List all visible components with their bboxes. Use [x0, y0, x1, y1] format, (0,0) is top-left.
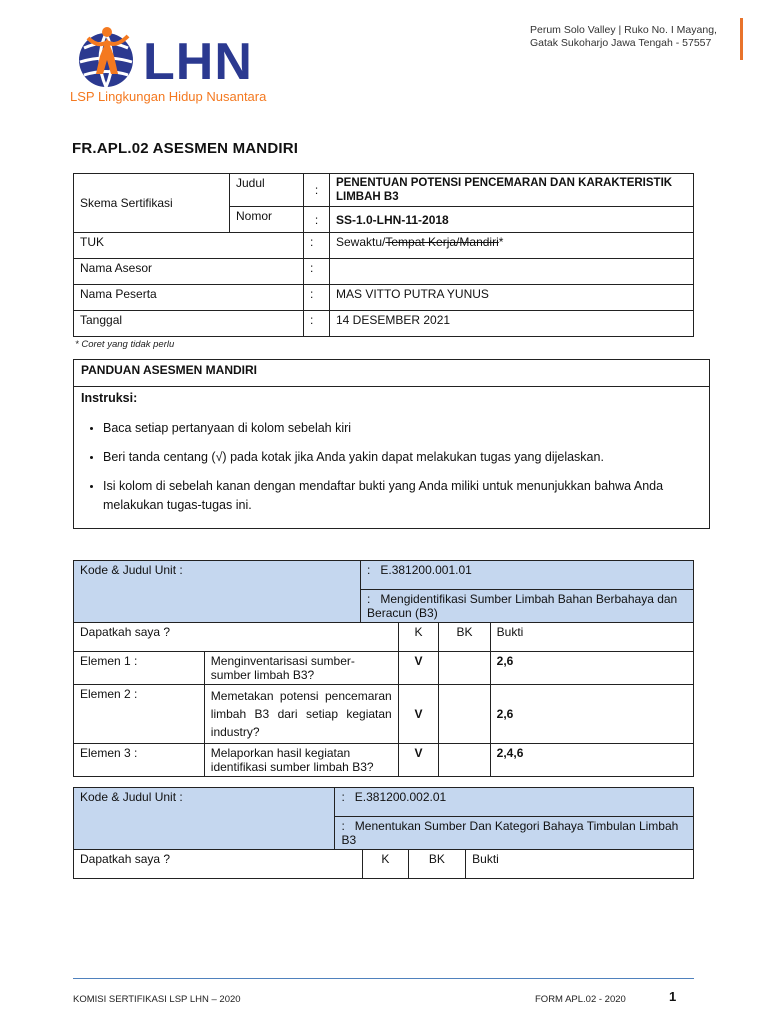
footer-left-text: KOMISI SERTIFIKASI LSP LHN – 2020	[73, 994, 241, 1005]
element-text: Memetakan potensi pencemaran limbah B3 dari setiap kegiatan industry?	[204, 685, 398, 744]
tanggal-value: 14 DESEMBER 2021	[330, 311, 694, 337]
tanggal-label: Tanggal	[74, 311, 304, 337]
colon: :	[304, 311, 330, 337]
tuk-row	[74, 233, 694, 259]
tuk-label: TUK	[74, 233, 304, 259]
bukti-value: 2,4,6	[490, 744, 693, 777]
col-k: K	[363, 850, 409, 879]
unit-title	[335, 817, 694, 850]
document-title: FR.APL.02 ASESMEN MANDIRI	[72, 140, 299, 157]
col-bukti: Bukti	[490, 623, 693, 652]
asesor-label: Nama Asesor	[74, 259, 304, 285]
address-line-2: Gatak Sukoharjo Jawa Tengah - 57557	[530, 37, 712, 49]
unit-title-value: Mengidentifikasi Sumber Limbah Bahan Berbahaya dan Beracun (B3)	[367, 592, 678, 620]
unit-title	[361, 590, 694, 623]
question-header: Dapatkah saya ?	[74, 850, 363, 879]
guide-title: PANDUAN ASESMEN MANDIRI	[74, 360, 709, 387]
col-k: K	[398, 623, 439, 652]
element-label: Elemen 3 :	[74, 744, 205, 777]
unit-code-label: Kode & Judul Unit :	[74, 561, 361, 623]
strike-note: * Coret yang tidak perlu	[75, 339, 175, 350]
bk-check[interactable]	[439, 744, 490, 777]
footer-divider	[73, 978, 694, 979]
org-logo	[70, 26, 285, 108]
element-row	[74, 685, 694, 744]
question-header: Dapatkah saya ?	[74, 623, 399, 652]
question-header-row	[74, 850, 694, 879]
tuk-value-struck: Tempat Kerja/Mandiri	[385, 235, 499, 249]
unit-title-value: Menentukan Sumber Dan Kategori Bahaya Timbulan Limbah B3	[341, 819, 679, 847]
unit-code-row	[74, 788, 694, 817]
nomor-value: SS-1.0-LHN-11-2018	[330, 207, 694, 233]
unit-code-row	[74, 561, 694, 590]
org-address	[530, 24, 740, 50]
element-label: Elemen 2 :	[74, 685, 205, 744]
unit-code-label: Kode & Judul Unit :	[74, 788, 335, 850]
unit-table-2	[73, 787, 694, 879]
unit-code-value: E.381200.002.01	[354, 790, 447, 804]
unit-code	[335, 788, 694, 817]
unit-table-1	[73, 560, 694, 777]
instruction-item: • Isi kolom di sebelah kanan dengan mendaftar bukti yang Anda miliki untuk menunjukkan bahwa Anda melakukan tugas-tugas ini.	[103, 477, 709, 515]
col-bukti: Bukti	[466, 850, 694, 879]
unit-code	[361, 561, 694, 590]
colon: :	[304, 207, 330, 233]
address-line-1: Perum Solo Valley | Ruko No. I Mayang,	[530, 24, 717, 36]
instruction-item: • Baca setiap pertanyaan di kolom sebelah kiri	[103, 419, 709, 438]
k-check[interactable]: V	[398, 744, 439, 777]
instructions-list	[74, 419, 709, 515]
asesor-value[interactable]	[330, 259, 694, 285]
nomor-label: Nomor	[230, 207, 304, 233]
globe-figure-icon	[70, 26, 150, 90]
peserta-row	[74, 285, 694, 311]
bukti-value: 2,6	[490, 652, 693, 685]
judul-row	[74, 174, 694, 207]
colon: :	[304, 174, 330, 207]
colon: :	[367, 563, 371, 577]
element-text: Melaporkan hasil kegiatan identifikasi sumber limbah B3?	[204, 744, 398, 777]
bk-check[interactable]	[439, 685, 490, 744]
skema-label: Skema Sertifikasi	[74, 174, 230, 233]
peserta-label: Nama Peserta	[74, 285, 304, 311]
org-full-name: LSP Lingkungan Hidup Nusantara	[70, 89, 267, 104]
element-row	[74, 744, 694, 777]
asesor-row	[74, 259, 694, 285]
tuk-value	[330, 233, 694, 259]
bukti-value: 2,6	[490, 685, 693, 744]
bk-check[interactable]	[439, 652, 490, 685]
colon: :	[304, 259, 330, 285]
k-check[interactable]: V	[398, 652, 439, 685]
guide-box	[73, 359, 710, 529]
k-check[interactable]: V	[398, 685, 439, 744]
element-label: Elemen 1 :	[74, 652, 205, 685]
page-number: 1	[669, 989, 677, 1004]
colon: :	[341, 819, 345, 833]
judul-label: Judul	[230, 174, 304, 207]
tuk-value-suffix: *	[498, 235, 504, 249]
peserta-value: MAS VITTO PUTRA YUNUS	[330, 285, 694, 311]
scheme-info-table	[73, 173, 694, 337]
col-bk: BK	[439, 623, 490, 652]
element-text: Menginventarisasi sumber-sumber limbah B3?	[204, 652, 398, 685]
tuk-value-plain: Sewaktu/	[336, 235, 386, 249]
colon: :	[304, 285, 330, 311]
address-accent-bar	[740, 18, 743, 60]
org-name: LHN	[143, 33, 253, 91]
colon: :	[367, 592, 371, 606]
tanggal-row	[74, 311, 694, 337]
element-row	[74, 652, 694, 685]
instructions-heading: Instruksi:	[81, 391, 138, 405]
footer-right-text: FORM APL.02 - 2020	[535, 994, 626, 1005]
col-bk: BK	[408, 850, 465, 879]
unit-code-value: E.381200.001.01	[380, 563, 472, 577]
question-header-row	[74, 623, 694, 652]
instruction-item: • Beri tanda centang (√) pada kotak jika Anda yakin dapat melakukan tugas yang dijelaskan.	[103, 448, 709, 467]
colon: :	[304, 233, 330, 259]
judul-value: PENENTUAN POTENSI PENCEMARAN DAN KARAKTERISTIK LIMBAH B3	[330, 174, 694, 207]
colon: :	[341, 790, 345, 804]
